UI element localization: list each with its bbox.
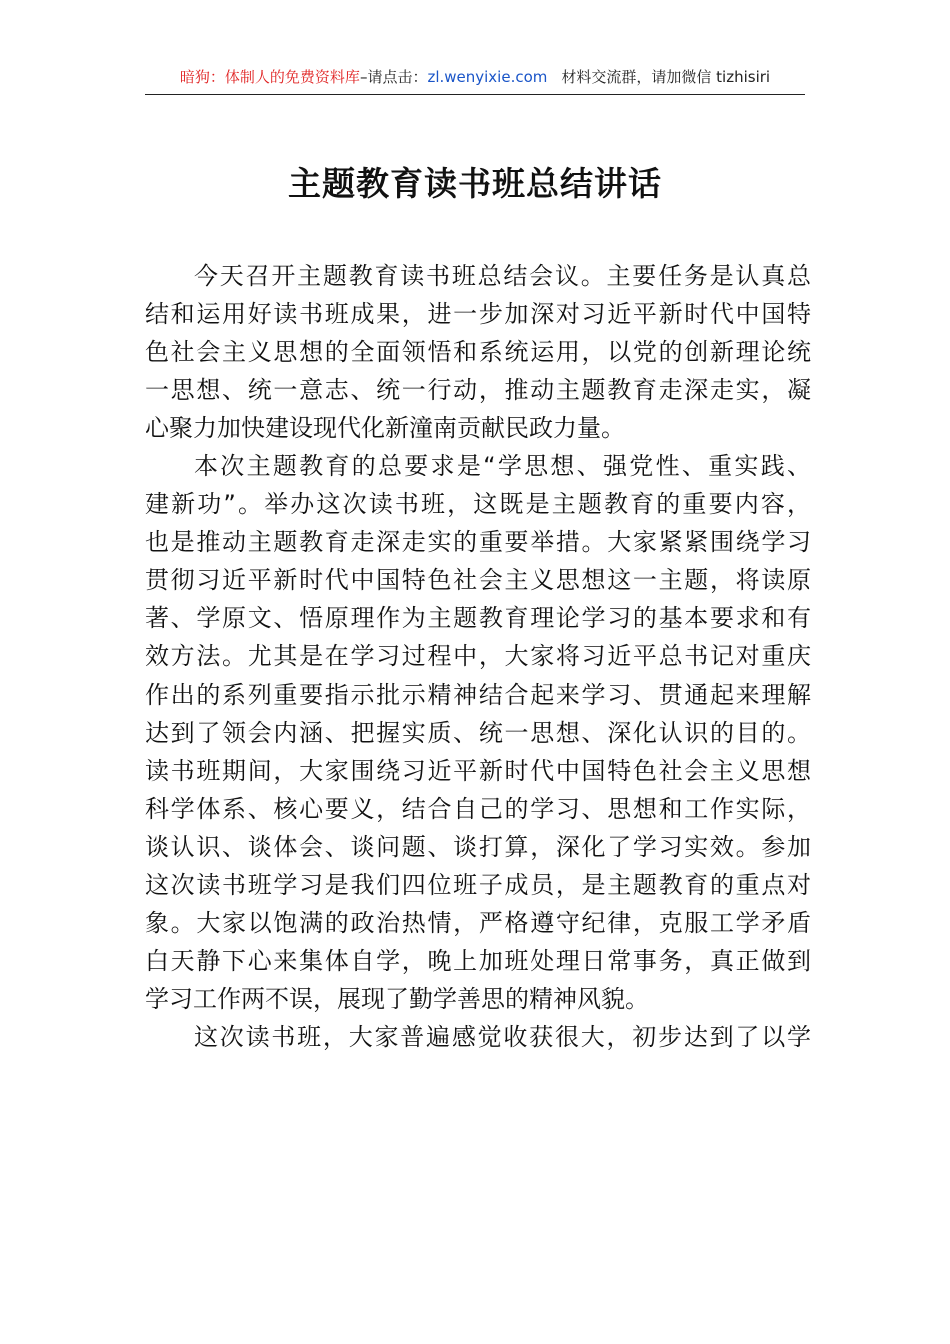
document-title: 主题教育读书班总结讲话 xyxy=(288,164,662,203)
text-line: 象。大家以饱满的政治热情，严格遵守纪律，克服工学矛盾 xyxy=(145,908,811,937)
text-line: 白天静下心来集体自学，晚上加班处理日常事务，真正做到 xyxy=(145,946,811,975)
text-line: 色社会主义思想的全面领悟和系统运用，以党的创新理论统 xyxy=(145,338,811,367)
text-line: 达到了领会内涵、把握实质、统一思想、深化认识的目的。 xyxy=(145,718,811,747)
document-body xyxy=(145,257,811,1056)
text-line: 一思想、统一意志、统一行动，推动主题教育走深走实，凝 xyxy=(145,376,811,405)
text-line: 读书班期间，大家围绕习近平新时代中国特色社会主义思想 xyxy=(145,756,811,785)
text-line: 心聚力加快建设现代化新潼南贡献民政力量。 xyxy=(145,414,625,443)
text-line: 这次读书班学习是我们四位班子成员，是主题教育的重点对 xyxy=(145,870,811,899)
text-line: 谈认识、谈体会、谈问题、谈打算，深化了学习实效。参加 xyxy=(145,832,811,861)
page-header xyxy=(145,62,805,95)
text-line: 科学体系、核心要义，结合自己的学习、思想和工作实际， xyxy=(145,794,811,823)
text-line: 本次主题教育的总要求是“学思想、强党性、重实践、 xyxy=(194,452,811,481)
text-line: 学习工作两不误，展现了勤学善思的精神风貌。 xyxy=(145,984,649,1013)
header-separator: –请点击： xyxy=(359,68,428,86)
header-contact: 材料交流群，请加微信 tizhisiri xyxy=(561,68,771,86)
text-line: 贯彻习近平新时代中国特色社会主义思想这一主题，将读原 xyxy=(145,566,811,595)
text-line: 效方法。尤其是在学习过程中，大家将习近平总书记对重庆 xyxy=(145,642,811,671)
text-line: 作出的系列重要指示批示精神结合起来学习、贯通起来理解 xyxy=(145,680,811,709)
text-line: 结和运用好读书班成果，进一步加深对习近平新时代中国特 xyxy=(145,300,811,329)
text-line: 也是推动主题教育走深走实的重要举措。大家紧紧围绕学习 xyxy=(145,528,811,557)
header-link[interactable]: zl.wenyixie.com xyxy=(427,68,548,86)
text-line: 建新功”。举办这次读书班，这既是主题教育的重要内容， xyxy=(145,490,811,519)
text-line: 这次读书班，大家普遍感觉收获很大，初步达到了以学 xyxy=(194,1022,811,1051)
text-line: 今天召开主题教育读书班总结会议。主要任务是认真总 xyxy=(194,262,811,290)
text-line: 著、学原文、悟原理作为主题教育理论学习的基本要求和有 xyxy=(145,604,811,633)
header-brand: 暗狗：体制人的免费资料库 xyxy=(179,68,360,86)
